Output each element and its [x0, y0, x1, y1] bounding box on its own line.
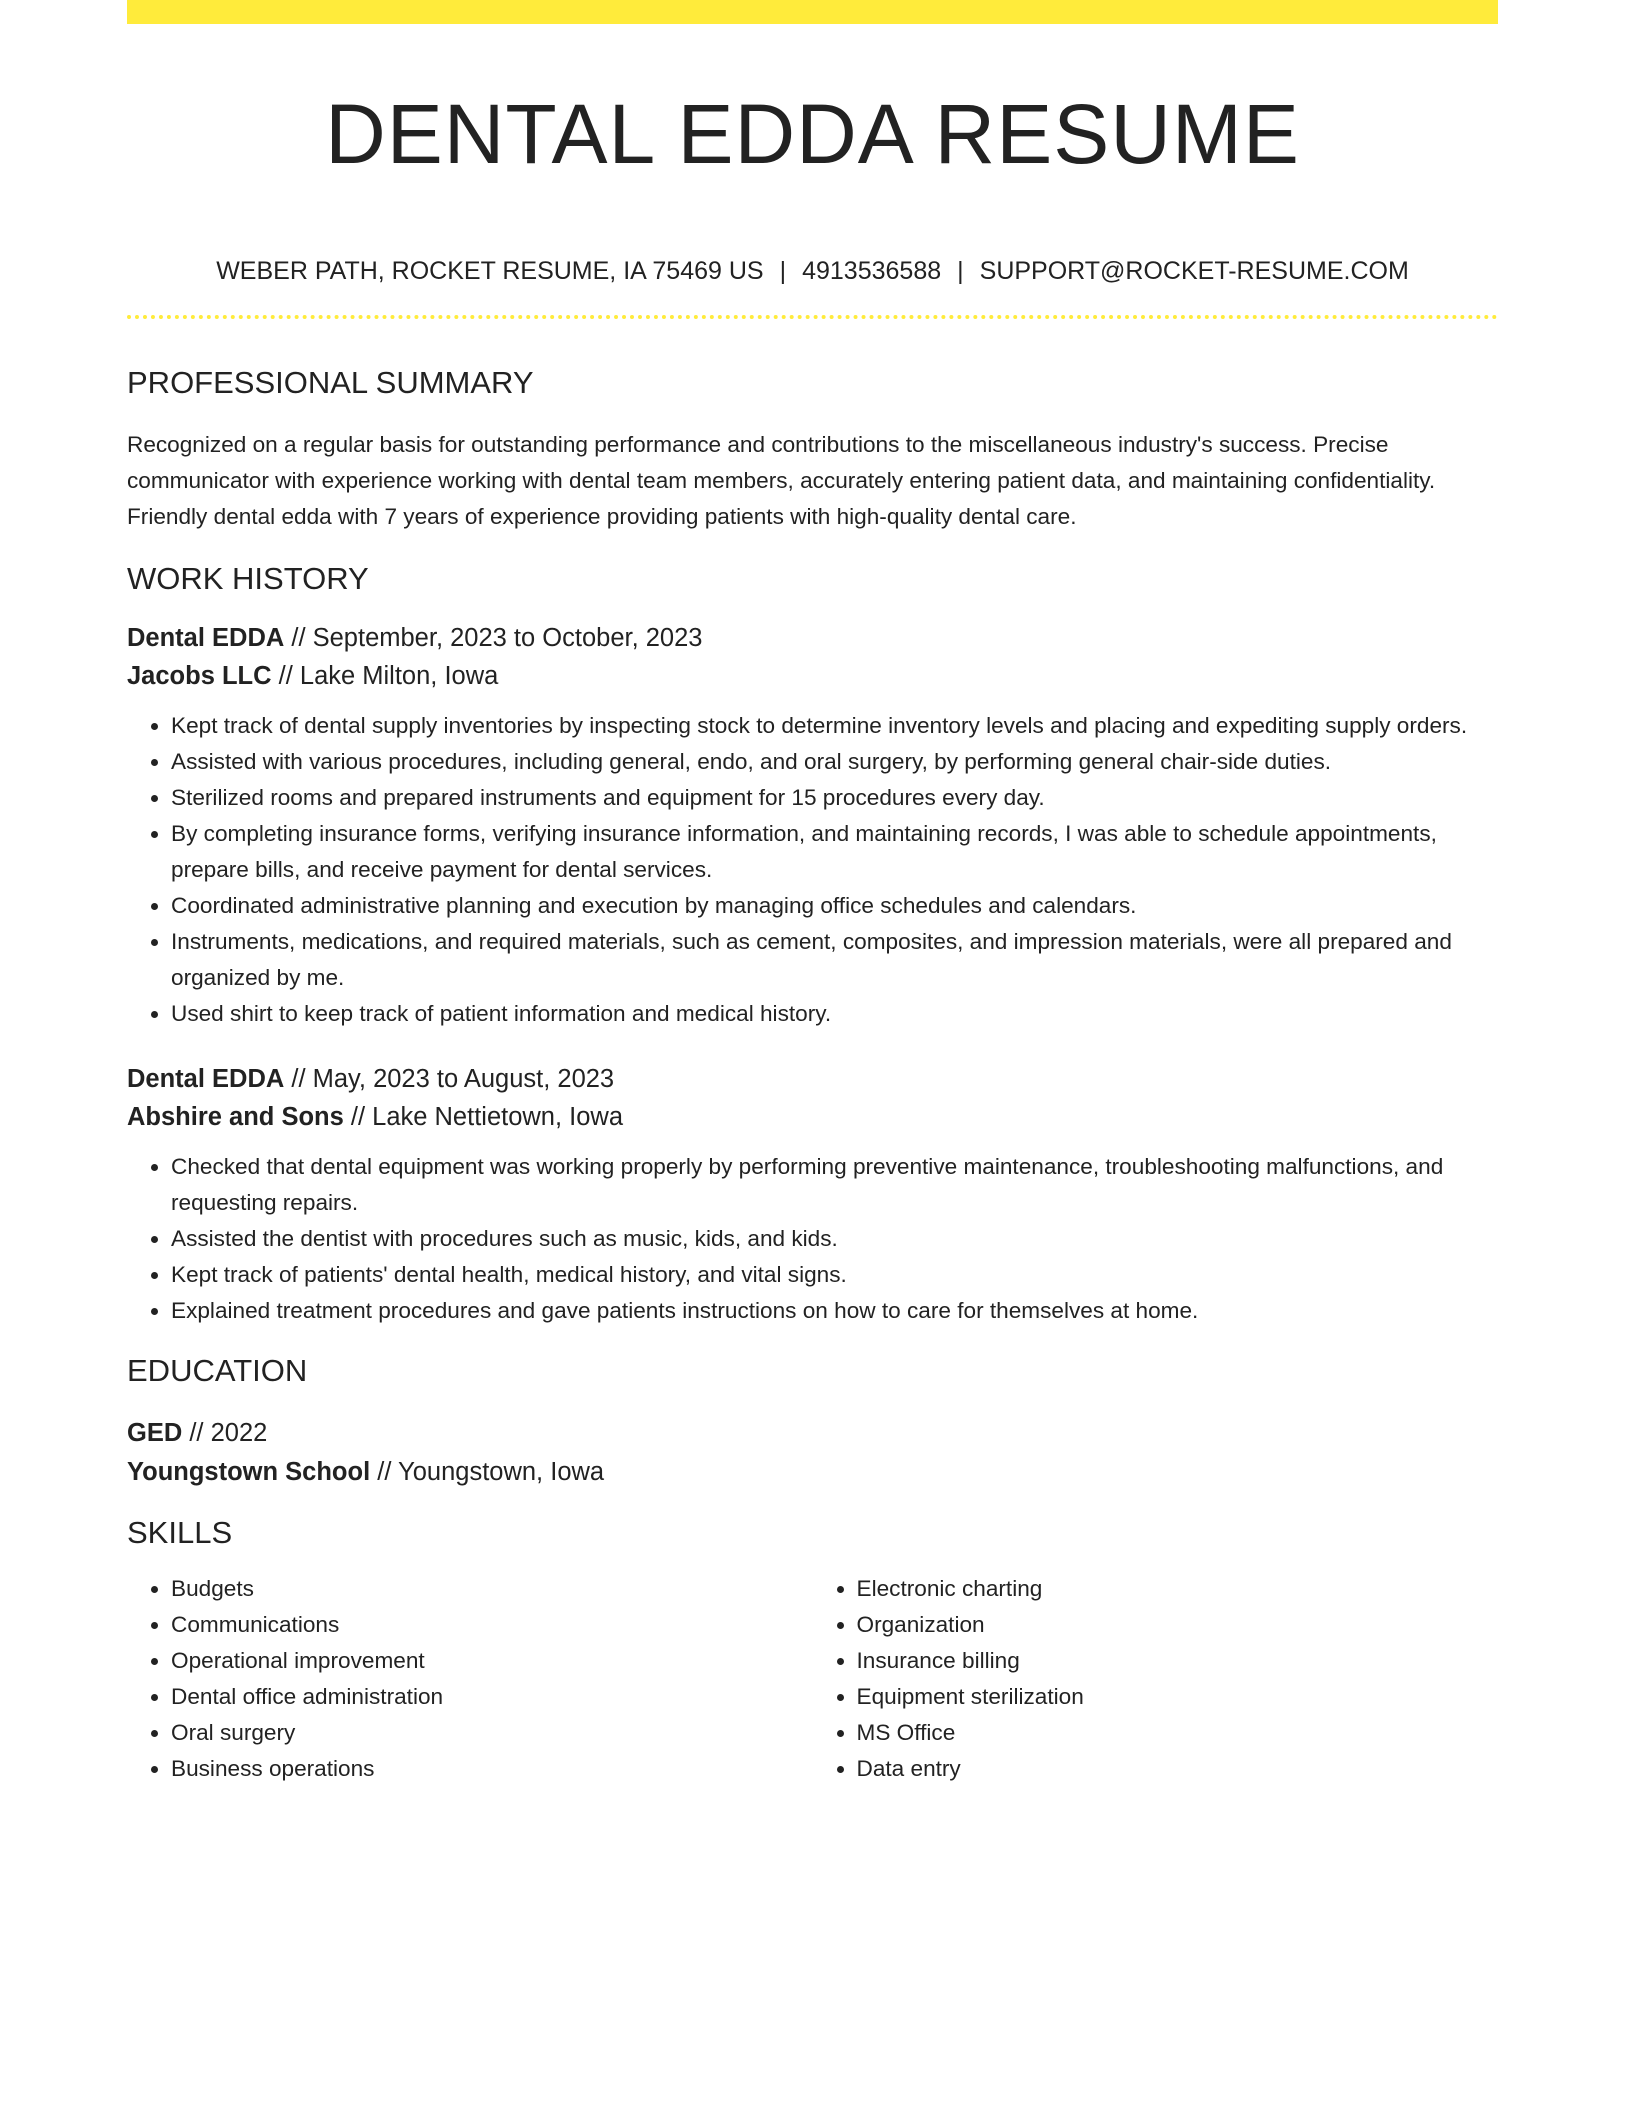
job-bullets [127, 708, 1498, 1032]
list-item: • MS Office [857, 1715, 1499, 1751]
resume-title: DENTAL EDDA RESUME [325, 87, 1300, 181]
contact-email: SUPPORT@ROCKET-RESUME.COM [979, 257, 1409, 285]
job-dates: // September, 2023 to October, 2023 [284, 624, 703, 652]
list-item: • Kept track of dental supply inventories by inspecting stock to determine inventory levels and placing and expediting supply orders. [171, 708, 1498, 744]
list-item: • Used shirt to keep track of patient information and medical history. [171, 996, 1498, 1032]
resume-page [127, 0, 1498, 1787]
job-location: // Lake Milton, Iowa [271, 662, 499, 690]
job-role: Dental EDDA [127, 624, 285, 652]
list-item: • Electronic charting [857, 1571, 1499, 1607]
list-item: • Assisted with various procedures, including general, endo, and oral surgery, by performing general chair-side duties. [171, 744, 1498, 780]
skills-columns [127, 1571, 1498, 1787]
contact-separator: | [779, 257, 787, 285]
job-role: Dental EDDA [127, 1065, 285, 1093]
summary-heading: PROFESSIONAL SUMMARY [127, 365, 534, 400]
list-item: • Checked that dental equipment was working properly by performing preventive maintenance, troubleshooting malfunctions, and requesting repairs. [171, 1149, 1498, 1221]
education-degree: GED [127, 1419, 183, 1447]
job-bullets [127, 1149, 1498, 1329]
dotted-divider [127, 315, 1498, 319]
contact-address: WEBER PATH, ROCKET RESUME, IA 75469 US [216, 257, 764, 285]
job-company: Jacobs LLC [127, 662, 272, 690]
job-company: Abshire and Sons [127, 1103, 344, 1131]
list-item: • Operational improvement [171, 1643, 813, 1679]
work-history-heading: WORK HISTORY [127, 561, 369, 596]
list-item: • Business operations [171, 1751, 813, 1787]
job-title-line [127, 619, 1498, 657]
contact-separator: | [957, 257, 964, 285]
list-item: • Kept track of patients' dental health, medical history, and vital signs. [171, 1257, 1498, 1293]
education-degree-line [127, 1413, 1498, 1453]
job-dates: // May, 2023 to August, 2023 [284, 1065, 615, 1093]
skills-list-left [127, 1571, 813, 1787]
list-item: • Oral surgery [171, 1715, 813, 1751]
education-school-line [127, 1453, 1498, 1491]
list-item: • Equipment sterilization [857, 1679, 1499, 1715]
contact-phone: 4913536588 [802, 257, 942, 285]
list-item: • Dental office administration [171, 1679, 813, 1715]
list-item: • Sterilized rooms and prepared instruments and equipment for 15 procedures every day. [171, 780, 1498, 816]
job-title-line [127, 1060, 1498, 1098]
accent-top-bar [127, 0, 1498, 24]
contact-line [127, 256, 1498, 286]
job-company-line [127, 657, 1498, 695]
job-location: // Lake Nettietown, Iowa [343, 1103, 624, 1131]
list-item: • Communications [171, 1607, 813, 1643]
list-item: • Budgets [171, 1571, 813, 1607]
list-item: • By completing insurance forms, verifying insurance information, and maintaining records, I was able to schedule appointments, prepare bills, and receive payment for dental services. [171, 816, 1498, 888]
education-location: // Youngstown, Iowa [370, 1458, 605, 1486]
list-item: • Assisted the dentist with procedures such as music, kids, and kids. [171, 1221, 1498, 1257]
list-item: • Coordinated administrative planning and execution by managing office schedules and calendars. [171, 888, 1498, 924]
job-company-line [127, 1098, 1498, 1136]
summary-text: Recognized on a regular basis for outstanding performance and contributions to the miscellaneous industry's success. Precise communicator with experience working with dental team members, accurately entering patient data, and maintaining confidentiality. Friendly dental edda with 7 years of experience providing patients with high-quality dental care. [127, 432, 1436, 529]
list-item: • Explained treatment procedures and gave patients instructions on how to care for themselves at home. [171, 1293, 1498, 1329]
list-item: • Instruments, medications, and required materials, such as cement, composites, and impression materials, were all prepared and organized by me. [171, 924, 1498, 996]
list-item: • Data entry [857, 1751, 1499, 1787]
education-heading: EDUCATION [127, 1353, 308, 1388]
education-year: // 2022 [182, 1419, 268, 1447]
list-item: • Insurance billing [857, 1643, 1499, 1679]
list-item: • Organization [857, 1607, 1499, 1643]
education-school: Youngstown School [127, 1458, 371, 1486]
skills-list-right [813, 1571, 1499, 1787]
skills-heading: SKILLS [127, 1515, 233, 1550]
